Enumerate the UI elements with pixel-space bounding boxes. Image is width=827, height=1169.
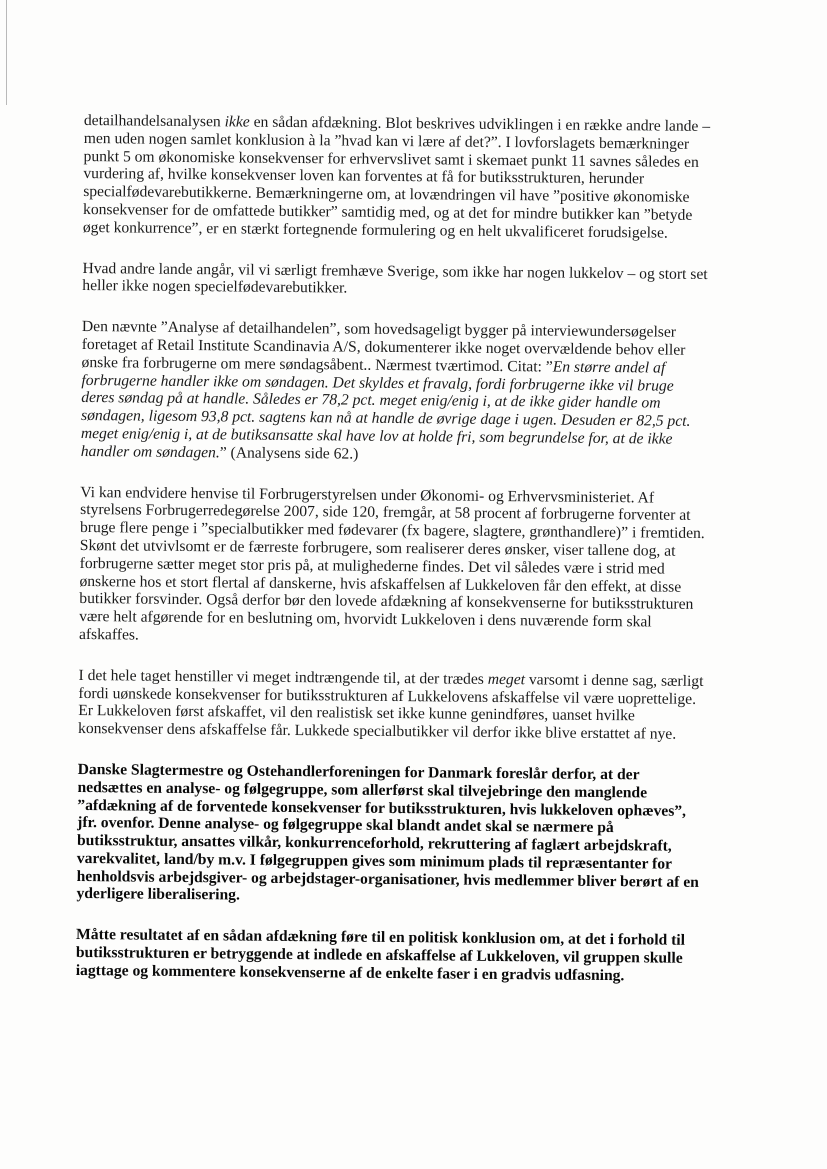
- scan-edge-line: [6, 0, 7, 105]
- paragraph-p5: [78, 667, 747, 745]
- text-run: heller ikke nogen specielfødevarebutikker.: [82, 277, 348, 297]
- italic-text: En større andel af: [552, 358, 666, 377]
- paragraph-p1: [83, 112, 752, 243]
- text-run: yderligere liberalisering.: [76, 885, 240, 905]
- document-body: [75, 112, 752, 1009]
- text-run: specialfødevarebutikkerne. Bemærkningerne om, at lovændringen vil have ”positive økonomiske: [83, 183, 690, 207]
- text-run: konsekvenser dens afskaffelse får. Lukkede specialbutikker vil derfor ikke blive erstattet af nye.: [77, 720, 677, 743]
- text-run: Vi kan endvidere henvise til Forbrugerstyrelsen under Økonomi- og Erhvervsministeriet. Af: [80, 483, 655, 507]
- text-run: fordi uønskede konsekvenser for butiksstrukturen af Lukkelovens afskaffelse vil være uoprettelige.: [78, 684, 697, 708]
- text-run: ønskerne hos et stort flertal af danskerne, hvis afskaffelsen af Lukkeloven får den effekt, at disse: [79, 572, 682, 596]
- italic-text: deres søndag på at handle. Således er 78,2 pct. meget enig/enig i, at de ikke gider handle om: [81, 389, 661, 412]
- text-run: butiksstrukturen er betryggende at indlede en afskaffelse af Lukkeloven, vil gruppen skulle: [75, 944, 683, 967]
- text-run: ”afdækning af de forventede konsekvenser for butiksstrukturen, hvis lukkeloven ophæves”,: [77, 796, 687, 820]
- text-run: bruge flere penge i ”specialbutikker med fødevarer (fx bagere, slagtere, grønthandlere)” i fremtiden.: [79, 519, 705, 543]
- text-run: styrelsens Forbrugerredegørelse 2007, side 120, fremgår, at 58 procent af forbrugerne forventer at: [80, 501, 691, 525]
- text-run: butikker forsvinder. Også derfor bør den lovede afdækning af konsekvenserne for butiksstrukturen: [79, 590, 694, 614]
- italic-text: forbrugerne handler ikke om søndagen. Det skyldes et fravalg, fordi forbrugerne ikke vil bruge: [81, 371, 674, 395]
- text-run: vurdering af, hvilke konsekvenser loven kan forventes at få for butiksstrukturen, herunder: [83, 165, 645, 188]
- text-run: konsekvenser for de omfattede butikker” samtidig med, og at det for mindre butikker kan ”betyde: [82, 200, 693, 224]
- text-run: øget konkurrence”, er en stærkt fortegnende formulering og en helt ukvalificeret forudsigelse.: [82, 218, 668, 242]
- text-run: foretaget af Retail Institute Scandinavia A/S, dokumenterer ikke noget overvældende behov eller: [81, 335, 686, 359]
- paragraph-p7: [76, 926, 744, 986]
- paragraph-p2: [82, 260, 750, 302]
- text-run: forbrugerne sætter meget stor pris på, at mulighederne findes. Det vil således være i strid med: [79, 554, 665, 578]
- text-run: jfr. ovenfor. Denne analyse- og følgegruppe skal blandt andet skal se nærmere på: [77, 814, 614, 837]
- text-run: ” (Analysens side 62.): [219, 444, 359, 463]
- paragraph-p4: [79, 484, 749, 651]
- text-run: ønske fra forbrugerne om mere søndagsåbent.. Nærmest tværtimod. Citat: ”: [81, 353, 553, 376]
- text-run: varekvalitet, land/by m.v. I følgegruppen gives som minimum plads til repræsentanter for: [76, 849, 673, 873]
- text-run: en sådan afdækning. Blot beskrives udviklingen i en række andre lande –: [249, 113, 711, 136]
- text-run: afskaffes.: [78, 625, 139, 644]
- text-run: henholdsvis arbejdsgiver- og arbejdstager-organisationer, hvis medlemmer bliver berørt af en: [76, 867, 699, 891]
- text-run: men uden nogen samlet konklusion à la ”hvad kan vi lære af det?”. I lovforslagets bemærkninger: [83, 129, 690, 153]
- text-run: Måtte resultatet af en sådan afdækning føre til en politisk konklusion om, at det i forhold til: [76, 926, 686, 950]
- text-run: Skønt det utvivlsomt er de færreste forbrugere, som realiserer deres ønsker, viser tallene dog, at: [79, 536, 676, 560]
- text-run: Hvad andre lande angår, vil vi særligt fremhæve Sverige, som ikke har nogen lukkelov – og stort set: [82, 259, 708, 283]
- text-run: butiksstruktur, ansattes vilkår, konkurrenceforhold, rekruttering af faglært arbejdskraft,: [76, 832, 672, 855]
- italic-text: meget enig/enig i, at de butiksansatte skal have lov at holde fri, som begrundelse for, at de ikke: [80, 424, 673, 448]
- text-run: punkt 5 om økonomiske konsekvenser for erhvervslivet samt i skemaet punkt 11 savnes således en: [83, 147, 699, 171]
- text-run: nedsættes en analyse- og følgegruppe, som allerførst skal tilvejebringe den manglende: [77, 778, 648, 802]
- text-run: iagttage og kommentere konsekvenserne af de enkelte faser i en gradvis udfasning.: [75, 961, 625, 985]
- paragraph-p6: [76, 761, 745, 910]
- text-run: I det hele taget henstiller vi meget indtrængende til, at der trædes: [78, 666, 488, 688]
- text-run: detailhandelsanalysen: [83, 112, 225, 131]
- italic-text: ikke: [224, 113, 250, 131]
- text-run: Danske Slagtermestre og Ostehandlerforeningen for Danmark foreslår derfor, at der: [77, 760, 640, 784]
- italic-text: meget: [487, 670, 526, 688]
- paragraph-p3: [81, 318, 750, 467]
- text-run: Den nævnte ”Analyse af detailhandelen”, som hovedsageligt bygger på interviewundersøgelser: [81, 318, 677, 341]
- italic-text: handler om søndagen.: [80, 442, 220, 462]
- text-run: Er Lukkeloven først afskaffet, vil den realistisk set ikke kunne genindføres, uanset hvilke: [78, 702, 635, 725]
- text-run: varsomt i denne sag, særligt: [524, 670, 704, 690]
- text-run: være helt afgørende for en beslutning om, hvorvidt Lukkeloven i dens nuværende form skal: [79, 608, 652, 631]
- italic-text: søndagen, ligesom 93,8 pct. sagtens kan nå at handle de øvrige dage i ugen. Desuden er 82,5 pct.: [81, 407, 691, 430]
